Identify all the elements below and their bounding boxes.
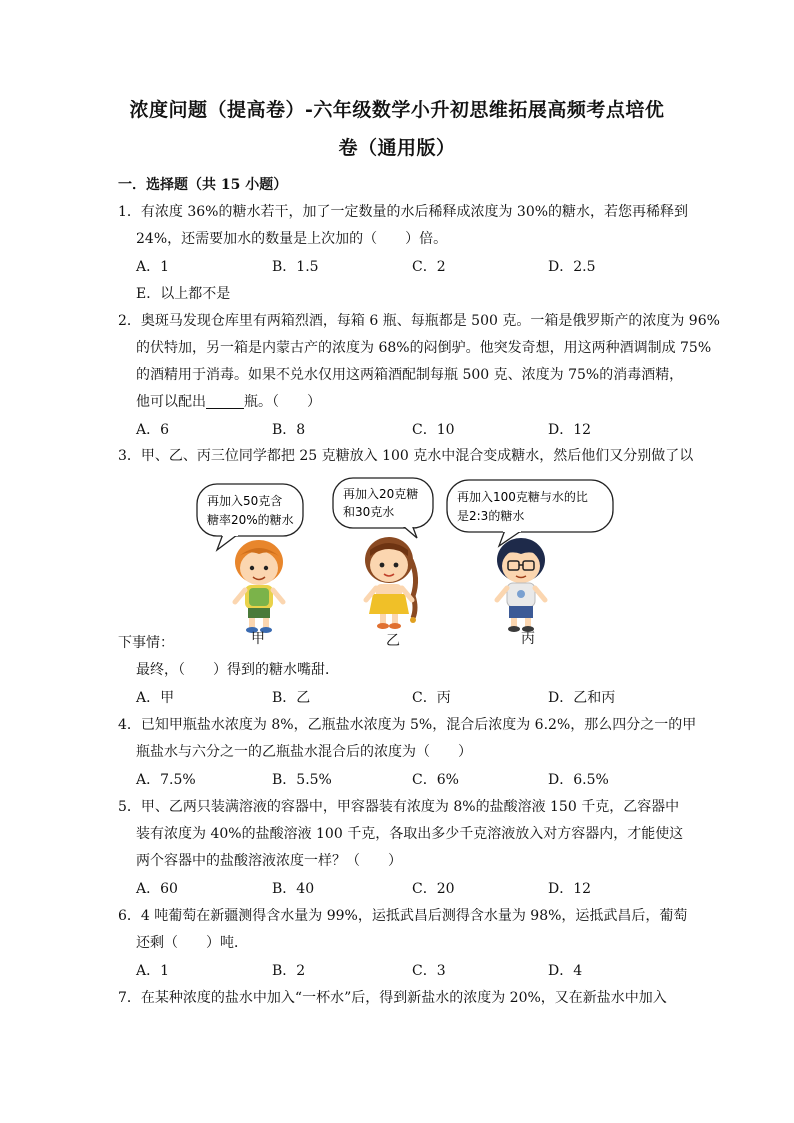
question-5-option-c[interactable]: C．20 bbox=[412, 881, 455, 897]
question-4-option-b[interactable]: B．5.5% bbox=[272, 772, 332, 788]
question-3-option-c[interactable]: C．丙 bbox=[412, 690, 451, 706]
speech-bubble-3 bbox=[447, 480, 613, 546]
question-6-option-b[interactable]: B．2 bbox=[272, 963, 306, 979]
question-1-line-1: 1．有浓度 36%的糖水若干，加了一定数量的水后稀释成浓度为 30%的糖水，若您再稀释到 bbox=[118, 204, 689, 220]
question-5-option-a[interactable]: A．60 bbox=[136, 881, 178, 897]
question-6-option-c[interactable]: C．3 bbox=[412, 963, 446, 979]
question-5-option-b[interactable]: B．40 bbox=[272, 881, 315, 897]
question-2-line-1: 2．奥斑马发现仓库里有两箱烈酒，每箱 6 瓶、每瓶都是 500 克。一箱是俄罗斯产的浓度为 96% bbox=[118, 313, 720, 329]
question-4-line-1: 4．已知甲瓶盐水浓度为 8%，乙瓶盐水浓度为 5%，混合后浓度为 6.2%，那么四分之一的甲 bbox=[118, 717, 697, 733]
child-name-yi: 乙 bbox=[386, 633, 400, 649]
child-yi-figure bbox=[365, 537, 416, 629]
question-2-line-2: 的伏特加，另一箱是内蒙古产的浓度为 68%的闷倒驴。他突发奇想，用这两种酒调制成 75% bbox=[136, 340, 712, 356]
question-6-option-a[interactable]: A．1 bbox=[136, 963, 170, 979]
question-1-line-2: 24%，还需要加水的数量是上次加的（ ）倍。 bbox=[136, 231, 448, 247]
speech-bubble-1 bbox=[197, 484, 303, 550]
section-heading: 一．选择题（共 15 小题） bbox=[118, 177, 288, 193]
question-5-line-3: 两个容器中的盐酸溶液浓度一样？（ ） bbox=[136, 853, 402, 869]
question-2-option-d[interactable]: D．12 bbox=[548, 422, 592, 438]
document-title-line-2: 卷（通用版） bbox=[338, 137, 456, 159]
question-1-option-b[interactable]: B．1.5 bbox=[272, 259, 319, 275]
question-2-line-3: 的酒精用于消毒。如果不兑水仅用这两箱酒配制每瓶 500 克、浓度为 75%的消毒酒精， bbox=[136, 367, 684, 383]
question-4-option-d[interactable]: D．6.5% bbox=[548, 772, 609, 788]
child-bing-figure bbox=[497, 538, 545, 632]
question-2-line-4 bbox=[136, 393, 321, 411]
question-6-line-1: 6．4 吨葡萄在新疆测得含水量为 99%，运抵武昌后测得含水量为 98%，运抵武昌后，葡萄 bbox=[118, 908, 688, 924]
question-5-line-1: 5．甲、乙两只装满溶液的容器中，甲容器装有浓度为 8%的盐酸溶液 150 千克，乙容器中 bbox=[118, 799, 680, 815]
question-1-option-d[interactable]: D．2.5 bbox=[548, 259, 596, 275]
child-name-jia: 甲 bbox=[251, 631, 265, 647]
bubble-2-line-1: 再加入20克糖 bbox=[343, 487, 419, 501]
question-7-line-1: 7．在某种浓度的盐水中加入“一杯水”后，得到新盐水的浓度为 20%，又在新盐水中加入 bbox=[118, 990, 667, 1006]
question-6-option-d[interactable]: D．4 bbox=[548, 963, 583, 979]
question-2-option-b[interactable]: B．8 bbox=[272, 422, 306, 438]
question-2-line-4-tail: 瓶。（ ） bbox=[244, 394, 321, 410]
document-title-line-1: 浓度问题（提高卷）-六年级数学小升初思维拓展高频考点培优 bbox=[129, 99, 665, 121]
bubble-2-line-2: 和30克水 bbox=[343, 505, 395, 519]
question-3-line-3: 最终，（ ）得到的糖水嘴甜． bbox=[136, 662, 339, 678]
question-1-option-e[interactable]: E．以上都不是 bbox=[136, 286, 231, 302]
child-jia-figure bbox=[235, 540, 283, 633]
question-3-option-d[interactable]: D．乙和丙 bbox=[548, 690, 616, 706]
speech-bubble-2 bbox=[333, 478, 433, 538]
question-2-line-4-text: 他可以配出 bbox=[136, 394, 206, 410]
question-3-illustration bbox=[185, 474, 635, 644]
bubble-1-line-1: 再加入50克含 bbox=[207, 494, 283, 508]
question-4-line-2: 瓶盐水与六分之一的乙瓶盐水混合后的浓度为（ ） bbox=[136, 744, 472, 760]
child-name-bing: 丙 bbox=[521, 631, 535, 647]
bubble-1-line-2: 糖率20%的糖水 bbox=[207, 513, 294, 527]
question-2-option-a[interactable]: A．6 bbox=[136, 422, 170, 438]
question-2-option-c[interactable]: C．10 bbox=[412, 422, 455, 438]
question-3-line-2: 下事情： bbox=[118, 635, 174, 651]
question-4-option-a[interactable]: A．7.5% bbox=[136, 772, 196, 788]
question-3-line-1: 3．甲、乙、丙三位同学都把 25 克糖放入 100 克水中混合变成糖水，然后他们又分别做了以 bbox=[118, 448, 694, 464]
question-1-option-a[interactable]: A．1 bbox=[136, 259, 170, 275]
question-1-option-c[interactable]: C．2 bbox=[412, 259, 446, 275]
question-3-option-a[interactable]: A．甲 bbox=[136, 690, 175, 706]
question-5-line-2: 装有浓度为 40%的盐酸溶液 100 千克，各取出多少千克溶液放入对方容器内，才能使这 bbox=[136, 826, 684, 842]
bubble-3-line-1: 再加入100克糖与水的比 bbox=[457, 490, 588, 504]
answer-blank bbox=[206, 394, 244, 409]
question-3-option-b[interactable]: B．乙 bbox=[272, 690, 311, 706]
question-4-option-c[interactable]: C．6% bbox=[412, 772, 459, 788]
bubble-3-line-2: 是2:3的糖水 bbox=[457, 509, 525, 523]
question-6-line-2: 还剩（ ）吨． bbox=[136, 935, 248, 951]
question-5-option-d[interactable]: D．12 bbox=[548, 881, 592, 897]
